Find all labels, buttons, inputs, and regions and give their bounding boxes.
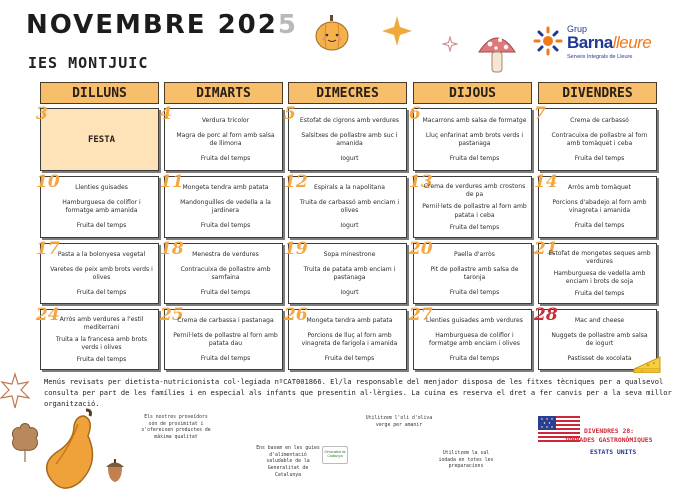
day-number: 12 (284, 172, 308, 192)
dish-text: Sopa minestrone (323, 251, 376, 259)
sparkle-icon (442, 36, 458, 52)
day-number: 24 (36, 305, 60, 325)
menu-day-cell (36, 104, 159, 171)
dish-text: Crema de carbassó (570, 116, 629, 124)
menu-day-cell (534, 239, 657, 304)
menu-day-cell (160, 104, 283, 171)
dish-text: Fruita del temps (574, 289, 625, 297)
dish-text: Fruita del temps (449, 155, 500, 163)
logo-grup-text: Grup (567, 24, 588, 34)
dish-text: Estofat de mongetes seques amb verdures (548, 249, 651, 266)
day-number: 21 (534, 239, 558, 259)
day-number: 11 (160, 172, 184, 192)
dish-text: Fruita del temps (200, 155, 251, 163)
dish-text: Estofat de cigrons amb verdures (299, 116, 400, 124)
day-number: 7 (534, 104, 546, 124)
dish-text: Varetes de peix amb brots verds i olives (50, 265, 153, 281)
dish-text: Llenties guisades (75, 184, 128, 192)
day-header-divendres: DIVENDRES (538, 82, 657, 104)
dish-text: Magra de porc al forn amb salsa de llimona (176, 131, 275, 147)
dish-text: Pasta a la bolonyesa vegetal (57, 251, 146, 259)
dish-text: Porcions d'abadejo al forn amb vinagreta i amanida (552, 199, 647, 215)
dish-text: Arròs amb verdures a l'estil mediterrani (59, 315, 144, 332)
day-number: 17 (36, 239, 60, 259)
menu-day-cell (160, 305, 283, 370)
menu-day-cell (284, 172, 407, 238)
menu-day-cell (284, 239, 407, 304)
holiday-label: FESTA (87, 134, 116, 145)
day-number: 18 (160, 239, 184, 259)
dish-text: Salsitxes de pollastre amb suc i amanida (301, 131, 398, 147)
dish-text: Porcions de lluç al forn amb vinagreta de farigola i amanida (301, 331, 398, 347)
menu-day-cell (160, 172, 283, 238)
dish-text: Fruita del temps (449, 354, 500, 362)
day-number: 10 (36, 172, 60, 192)
menu-day-cell (36, 239, 159, 304)
acorn-icon (104, 458, 126, 484)
oak-leaf-icon (8, 420, 42, 464)
menu-day-cell (409, 172, 532, 238)
logo-tagline: Serveis Integrals de Lleure (567, 54, 633, 60)
menu-day-cell (409, 104, 532, 171)
pumpkin-icon (312, 12, 352, 52)
school-name: IES MONTJUIC (28, 54, 149, 72)
company-logo (533, 24, 683, 64)
dish-text: Fruita del temps (449, 223, 500, 231)
dish-text: Fruita del temps (574, 222, 625, 230)
dish-text: Iogurt (340, 222, 359, 230)
day-number: 20 (409, 239, 433, 259)
dish-text: Paella d'arròs (454, 251, 495, 259)
dish-text: Hamburguesa de coliflor i formatge amb amanida (62, 199, 141, 215)
dish-text: Crema de verdures amb crostons de pa (423, 182, 526, 199)
squash-icon (40, 406, 106, 490)
dish-text: Truita de carbassó amb enciam i olives (299, 199, 400, 215)
menu-day-cell (534, 104, 657, 171)
dish-text: Contracuixa de pollastre amb samfaina (180, 265, 271, 281)
day-number: 13 (409, 172, 433, 192)
dish-text: Contracuixa de pollastre al forn amb tomàquet i ceba (551, 131, 648, 147)
day-header-dimarts: DIMARTS (164, 82, 283, 104)
dish-text: Fruita del temps (76, 355, 127, 363)
footer-note-oil: Utilitzem l'oli d'oliva verge per amanir (365, 416, 433, 428)
dish-text: Verdura tricolor (201, 116, 250, 124)
footer-note-suppliers: Els nostres proveïdors són de proximitat i s'ofereixen productes de màxima qualitat (141, 415, 211, 441)
dish-text: Fruita del temps (574, 155, 625, 163)
sun-logo-icon (533, 26, 563, 56)
cheese-icon (632, 349, 662, 373)
dish-text: Hamburguesa de coliflor i formatge amb enciam i olives (429, 331, 520, 347)
day-number: 5 (284, 104, 296, 124)
dish-text: Pastisset de xocolata (567, 354, 632, 362)
day-number: 25 (160, 305, 184, 325)
dish-text: Fruita del temps (200, 354, 251, 362)
dish-text: Fruita del temps (200, 222, 251, 230)
menu-day-cell (36, 305, 159, 370)
day-number: 27 (409, 305, 433, 325)
dish-text: Lluç enfarinat amb brots verds i pastanaga (425, 131, 524, 147)
day-number: 19 (284, 239, 308, 259)
day-number: 14 (534, 172, 558, 192)
dish-text: Mandonguilles de vedella a la jardinera (180, 199, 271, 215)
dish-text: Macarrons amb salsa de formatge (422, 116, 527, 124)
special-day-theme: ESTATS UNITS (590, 448, 637, 456)
star-icon (380, 14, 414, 48)
dish-text: Menestra de verdures (192, 251, 259, 259)
gencat-seal: Generalitat de Catalunya (322, 446, 348, 464)
menu-day-cell (36, 172, 159, 238)
menu-day-cell (284, 305, 407, 370)
day-header-dilluns: DILLUNS (40, 82, 159, 104)
day-number: 28 (534, 305, 558, 325)
menu-day-cell (534, 172, 657, 238)
dish-text: Llenties guisades amb verdures (426, 317, 523, 325)
dish-text: Mongeta tendra amb patata (182, 184, 269, 192)
dish-text: Crema de carbassa i pastanaga (177, 317, 274, 325)
dish-text: Mongeta tendra amb patata (306, 317, 393, 325)
menu-day-cell (409, 305, 532, 370)
dish-text: Fruita del temps (200, 288, 251, 296)
title-last-digit: 5 (277, 10, 298, 40)
day-number: 4 (160, 104, 172, 124)
dish-text: Pit de pollastre amb salsa de taronja (430, 265, 519, 281)
special-day-date: DIVENDRES 28: (584, 427, 635, 435)
special-day-title: JORNADES GASTRONÒMIQUES (564, 436, 653, 444)
dish-text: Nuggets de pollastre amb salsa de iogurt (551, 331, 648, 347)
day-number: 3 (36, 104, 48, 124)
day-header-dimecres: DIMECRES (288, 82, 407, 104)
dish-text: Mac and cheese (574, 317, 625, 325)
dish-text: Fruita del temps (324, 354, 375, 362)
leaf-outline-icon (0, 372, 30, 412)
footer-note-guides: Ens basem en les guies d'alimentació saludable de la Generalitat de Catalunya (256, 446, 320, 478)
dish-text: Arròs amb tomàquet (568, 184, 631, 192)
menu-day-cell (409, 239, 532, 304)
dish-text: Iogurt (340, 288, 359, 296)
dish-text: Truita a la francesa amb brots verds i olives (55, 335, 148, 352)
mushroom-icon (476, 30, 518, 76)
page-title: NOVEMBRE 2025 (26, 10, 298, 40)
day-number: 26 (284, 305, 308, 325)
menu-notes: Menús revisats per dietista-nutricionista col·legiada nºCAT001866. El/la responsable del menjador disposa de les fitxes tècniques per a qualsevol consulta per part de les famílies i en especial als infants que presentin al·lèrgies. La cuina es reserva el dret a fer canvis per a la seva millor organització. (44, 377, 672, 408)
dish-text: Iogurt (340, 155, 359, 163)
footer-note-salt: Utilitzem la sal iodada en totes les preparacions (438, 451, 494, 470)
dish-text: Truita de patata amb enciam i pastanaga (303, 265, 396, 281)
dish-text: Fruita del temps (449, 288, 500, 296)
dish-text: Espirals a la napolitana (314, 184, 385, 192)
menu-day-cell (534, 305, 657, 370)
dish-text: Hamburguesa de vedella amb enciam i brots de soja (553, 269, 646, 286)
dish-text: Pernil·lets de pollastre al forn amb patata i ceba (422, 203, 527, 219)
day-number: 6 (409, 104, 421, 124)
dish-text: Fruita del temps (76, 288, 127, 296)
menu-day-cell (284, 104, 407, 171)
day-header-dijous: DIJOUS (413, 82, 532, 104)
menu-day-cell (160, 239, 283, 304)
logo-name: Barnalleure (567, 33, 652, 52)
dish-text: Fruita del temps (76, 222, 127, 230)
dish-text: Pernil·lets de pollastre al forn amb patata dau (173, 331, 278, 347)
